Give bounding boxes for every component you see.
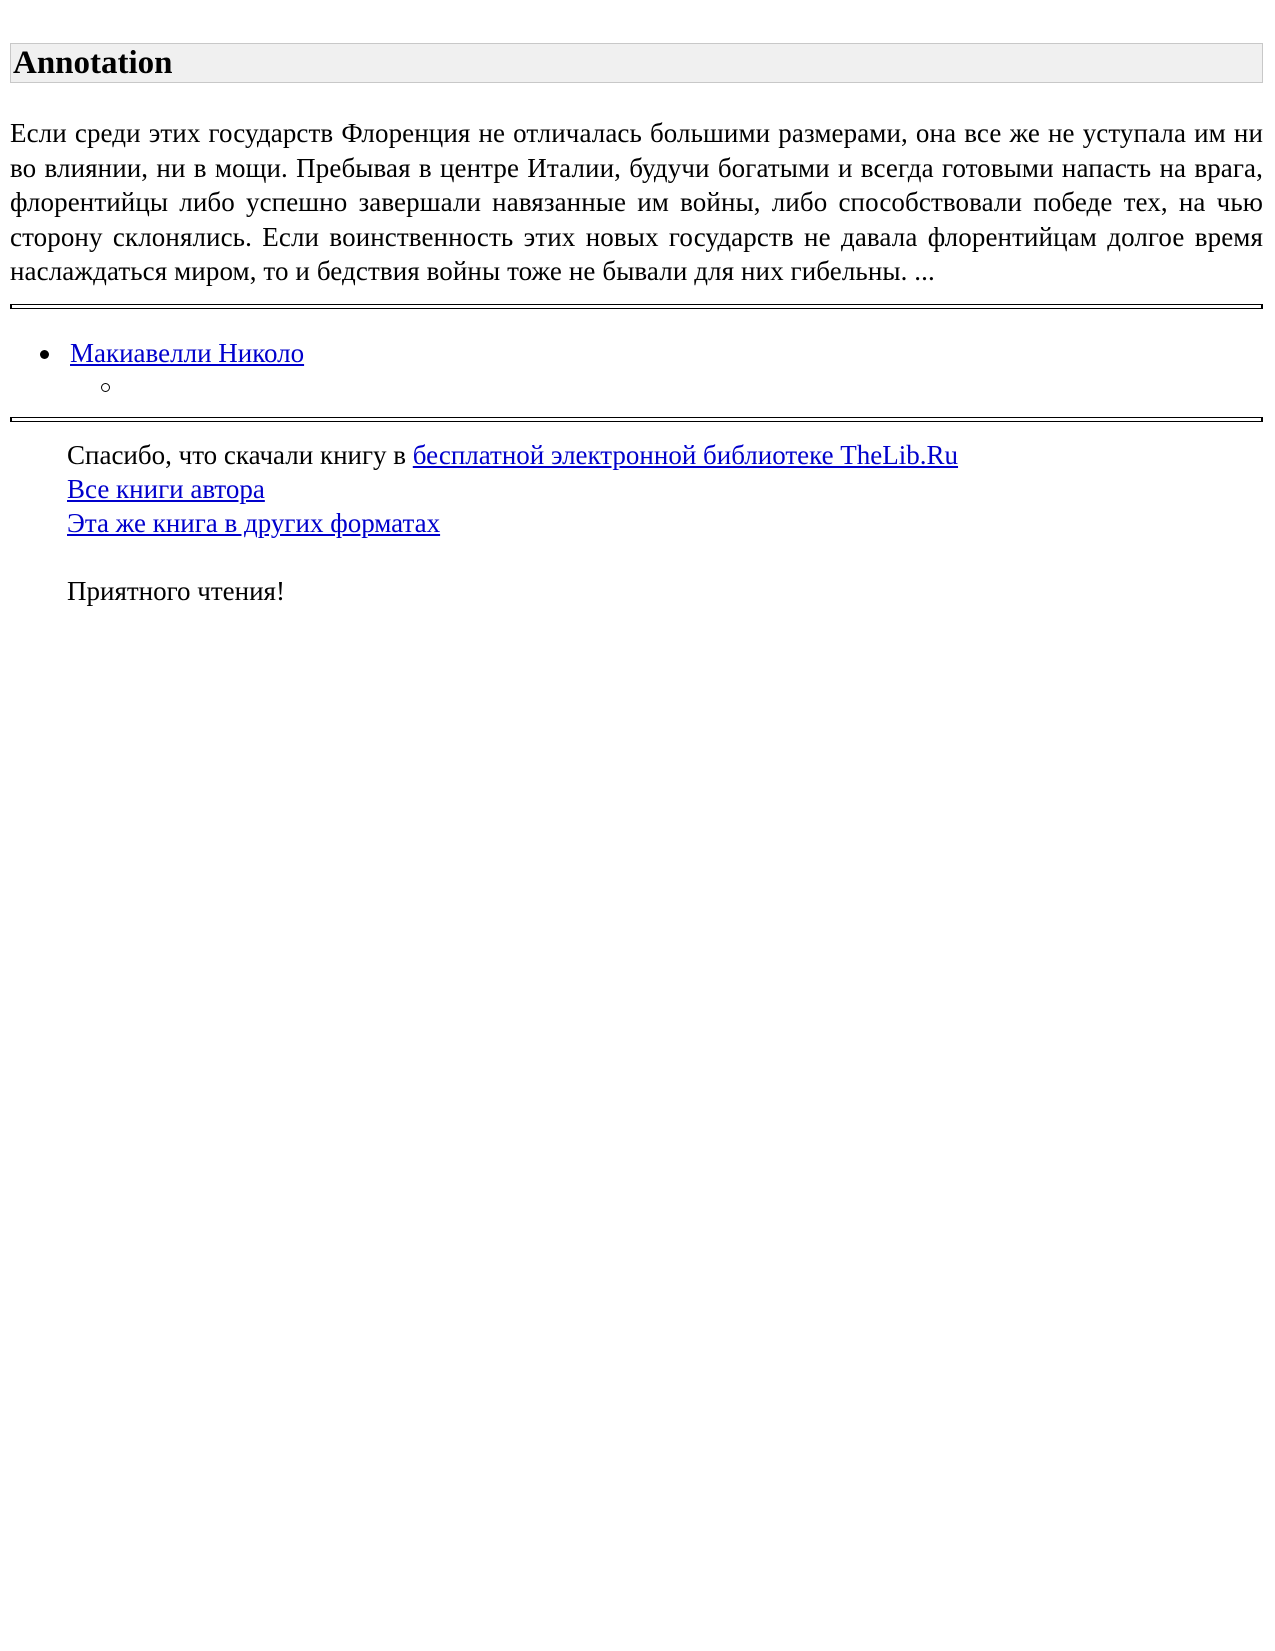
author-list xyxy=(10,336,1263,404)
document-page xyxy=(10,43,1263,608)
other-formats-link[interactable]: Эта же книга в других форматах xyxy=(67,507,441,538)
author-link[interactable]: Макиавелли Николо xyxy=(70,337,305,368)
thanks-line xyxy=(67,438,1263,472)
list-item xyxy=(10,336,1263,370)
closing-text: Приятного чтения! xyxy=(67,575,285,606)
divider-top xyxy=(10,304,1263,309)
all-books-link[interactable]: Все книги автора xyxy=(67,473,265,504)
divider-bottom xyxy=(10,417,1263,422)
library-link[interactable]: бесплатной электронной библиотеке TheLib.Ru xyxy=(412,439,959,470)
spacer xyxy=(67,540,1263,574)
annotation-text: Если среди этих государств Флоренция не отличалась большими размерами, она все же не уступала им ни во влиянии, ни в мощи. Пребывая в центре Италии, будучи богатыми и всегда готовыми напасть на врага, флорентийцы либо успешно завершали навязанные им войны, либо способствовали победе тех, на чью сторону склонялись. Если воинственность этих новых государств не давала флорентийцам долгое время наслаждаться миром, то и бедствия войны тоже не бывали для них гибельны. ... xyxy=(10,118,1263,287)
nested-list xyxy=(10,370,1263,404)
download-footer xyxy=(67,438,1263,608)
bullet-disc-icon xyxy=(40,350,49,359)
thanks-text: Спасибо, что скачали книгу в xyxy=(67,439,413,470)
bullet-circle-icon xyxy=(101,383,110,392)
annotation-heading: Annotation xyxy=(10,43,1263,83)
